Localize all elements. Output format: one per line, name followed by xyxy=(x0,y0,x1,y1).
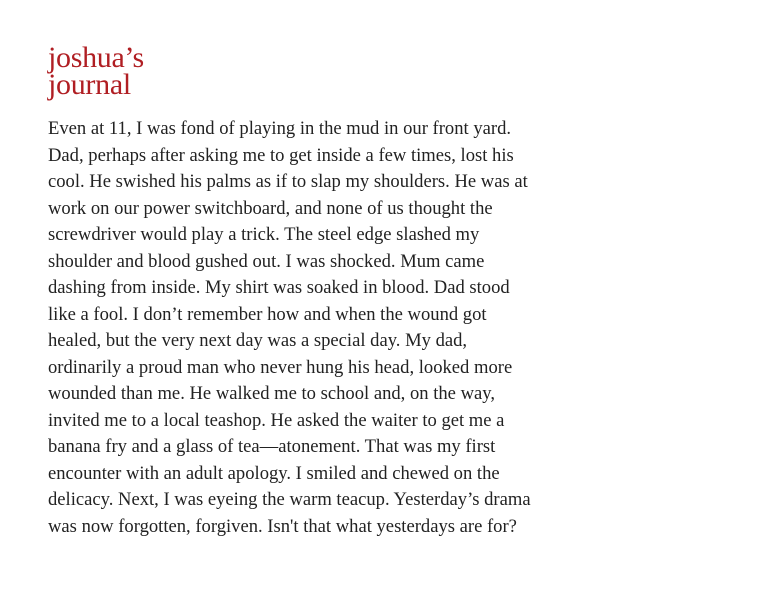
text-line: ordinarily a proud man who never hung his head, looked more xyxy=(48,356,513,378)
title-line-1: joshua’s xyxy=(48,41,144,74)
text-line: was now forgotten, forgiven. Isn't that what yesterdays are for? xyxy=(48,515,517,537)
text-line: banana fry and a glass of tea—atonement. That was my first xyxy=(48,436,496,457)
text-line: Even at 11, I was fond of playing in the mud in our front yard. xyxy=(48,118,512,139)
title-line-2: journal xyxy=(48,68,131,101)
text-line: like a fool. I don’t remember how and when the wound got xyxy=(48,303,487,325)
page-title xyxy=(48,41,144,101)
text-line: invited me to a local teashop. He asked the waiter to get me a xyxy=(48,409,505,431)
text-line: cool. He swished his palms as if to slap my shoulders. He was at xyxy=(48,171,528,192)
text-line: shoulder and blood gushed out. I was shocked. Mum came xyxy=(48,250,485,272)
text-line: dashing from inside. My shirt was soaked in blood. Dad stood xyxy=(48,277,510,298)
text-line: encounter with an adult apology. I smiled and chewed on the xyxy=(48,462,500,484)
journal-entry xyxy=(48,116,548,540)
text-line: delicacy. Next, I was eyeing the warm teacup. Yesterday’s drama xyxy=(48,489,531,510)
text-line: screwdriver would play a trick. The steel edge slashed my xyxy=(48,224,480,245)
text-line: wounded than me. He walked me to school and, on the way, xyxy=(48,383,495,404)
text-line: Dad, perhaps after asking me to get inside a few times, lost his xyxy=(48,144,514,166)
text-line: healed, but the very next day was a special day. My dad, xyxy=(48,330,468,351)
text-line: work on our power switchboard, and none of us thought the xyxy=(48,197,493,219)
